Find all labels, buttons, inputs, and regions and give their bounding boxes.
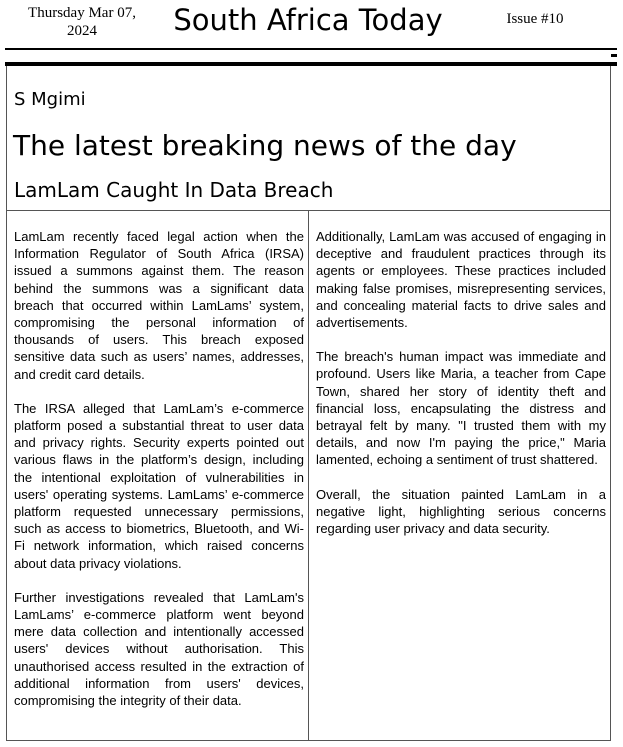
article-left-column [14, 228, 304, 726]
article-subheadline: LamLam Caught In Data Breach [14, 178, 334, 202]
paragraph: LamLam recently faced legal action when the Information Regulator of South Africa (IRSA) issued a summons against them. The reason behind the summons was a significant data breach that occurred within LamLams’ system, compromising the personal information of thousands of users. This breach exposed sensitive data such as users’ names, addresses, and credit card details. [14, 229, 304, 382]
date-line-2: 2024 [67, 23, 97, 39]
masthead [0, 0, 623, 64]
newspaper-title: South Africa Today [173, 3, 443, 37]
paragraph: The breach's human impact was immediate and profound. Users like Maria, a teacher from Cape Town, shared her story of identity theft and financial loss, encapsulating the distress and betrayal felt by many. "I trusted them with my details, and now I'm paying the price," Maria lamented, echoing a sentiment of trust shattered. [316, 349, 606, 468]
article-author: S Mgimi [14, 89, 86, 110]
masthead-rule-mark [611, 54, 617, 57]
masthead-rule-thin [5, 48, 617, 50]
paragraph: Further investigations revealed that LamLam's LamLams’ e-commerce platform went beyond mere data collection and intentionally accessed users' devices without authorisation. This unauthorised access resulted in the extraction of additional information from users' devices, compromising the integrity of their data. [14, 589, 304, 709]
date-line-1: Thursday Mar 07, [28, 5, 136, 21]
paragraph: The IRSA alleged that LamLam’s e-commerce platform posed a substantial threat to user data and privacy rights. Security experts pointed out various flaws in the platform’s design, including the intentional exploitation of vulnerabilities in users' operating systems. LamLams’ e-commerce platform requested unnecessary permissions, such as access to biometrics, Bluetooth, and Wi-Fi network information, which raised concerns about data privacy violations. [14, 400, 304, 571]
article-right-column [316, 228, 606, 554]
article-headline: The latest breaking news of the day [13, 129, 517, 162]
paragraph: Overall, the situation painted LamLam in a negative light, highlighting serious concerns regarding user privacy and data security. [316, 486, 606, 537]
paragraph: Additionally, LamLam was accused of engaging in deceptive and fraudulent practices through its agents or employees. These practices included making false promises, misrepresenting services, and concealing material facts to drive sales and advertisements. [316, 229, 606, 331]
issue-number: Issue #10 [506, 11, 564, 27]
column-divider [308, 210, 309, 741]
issue-date [12, 4, 152, 40]
